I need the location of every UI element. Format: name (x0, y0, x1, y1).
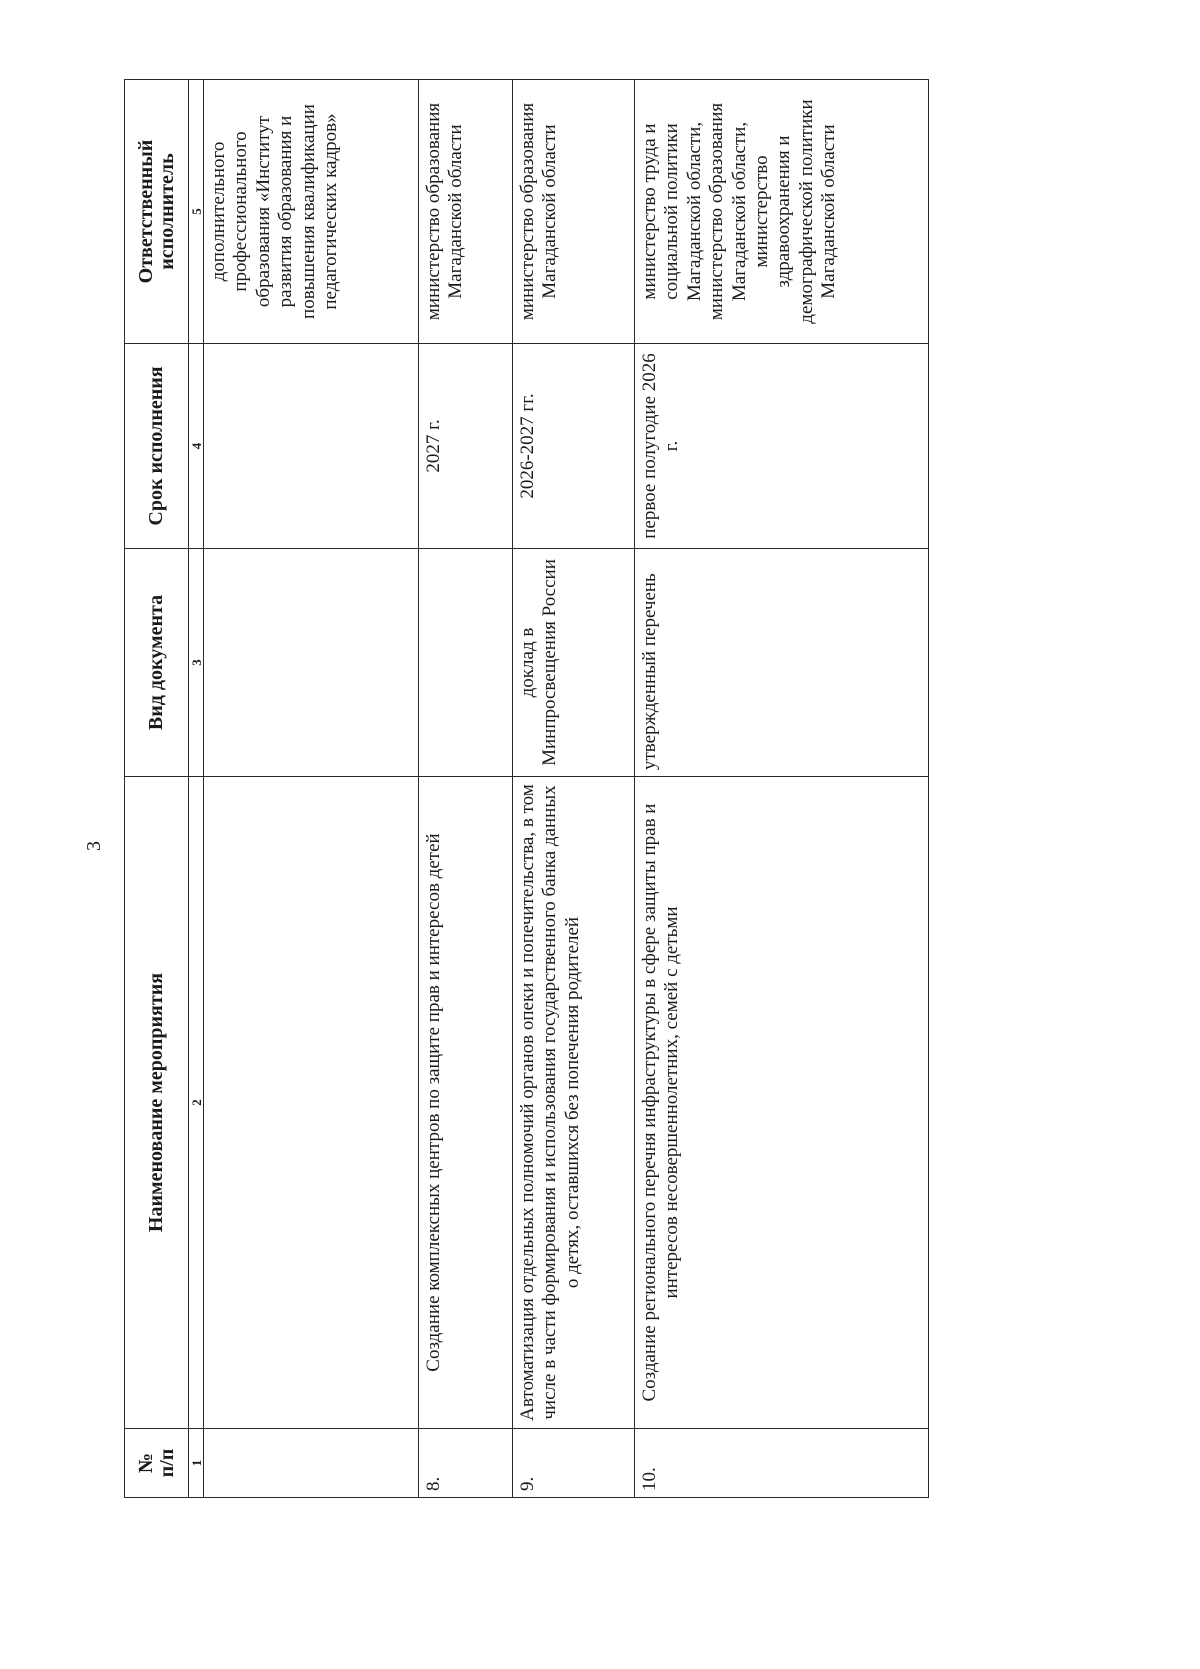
row-name (204, 777, 419, 1429)
row-name: Автоматизация отдельных полномочий органов опеки и попечительства, в том числе в части формирования и использования государственного банка данных о детях, оставшихся без попечения родителей (513, 777, 635, 1429)
header-num: № п/п (125, 1429, 189, 1498)
header-executor: Ответственный исполнитель (125, 80, 189, 344)
header-deadline: Срок исполнения (125, 344, 189, 549)
column-number-row (189, 80, 204, 1498)
row-name: Создание комплексных центров по защите прав и интересов детей (419, 777, 513, 1429)
table-row (419, 80, 513, 1498)
column-number: 3 (189, 549, 204, 777)
header-doc-type: Вид документа (125, 549, 189, 777)
table-row (513, 80, 635, 1498)
row-deadline (204, 344, 419, 549)
row-deadline: первое полугодие 2026 г. (635, 344, 929, 549)
column-number: 5 (189, 80, 204, 344)
page-number: 3 (83, 841, 105, 851)
row-deadline: 2027 г. (419, 344, 513, 549)
row-name: Создание регионального перечня инфраструктуры в сфере защиты прав и интересов несовершеннолетних, семей с детьми (635, 777, 929, 1429)
header-name: Наименование мероприятия (125, 777, 189, 1429)
row-doc-type: доклад в Минпросвещения России (513, 549, 635, 777)
row-num: 9. (513, 1429, 635, 1498)
table-row (204, 80, 419, 1498)
row-doc-type: утвержденный перечень (635, 549, 929, 777)
table-row (635, 80, 929, 1498)
column-number: 4 (189, 344, 204, 549)
row-doc-type (419, 549, 513, 777)
row-num: 8. (419, 1429, 513, 1498)
row-executor: министерство образования Магаданской области (419, 80, 513, 344)
row-executor: министерство образования Магаданской области (513, 80, 635, 344)
row-executor: дополнительного профессионального образования «Институт развития образования и повышения квалификации педагогических кадров» (204, 80, 419, 344)
row-num (204, 1429, 419, 1498)
row-deadline: 2026-2027 гг. (513, 344, 635, 549)
row-doc-type (204, 549, 419, 777)
row-executor: министерство труда и социальной политики Магаданской области, министерство образования Магаданской области, министерство здравоохранения и демографической политики Магаданской области (635, 80, 929, 344)
table-header-row (125, 80, 189, 1498)
column-number: 2 (189, 777, 204, 1429)
column-number: 1 (189, 1429, 204, 1498)
rotated-table-container (124, 80, 928, 1498)
row-num: 10. (635, 1429, 929, 1498)
activities-table (124, 79, 929, 1498)
